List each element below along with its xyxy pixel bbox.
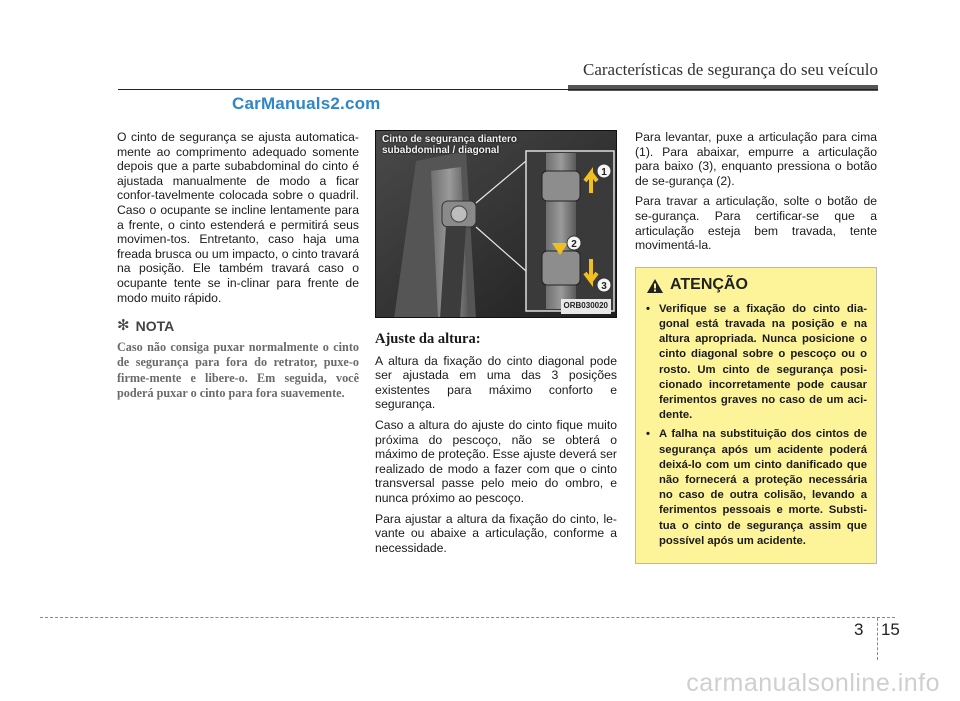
asterisk-icon: ✻ <box>117 317 130 335</box>
header-rule-thick <box>568 85 878 91</box>
figure-caption <box>382 134 517 156</box>
nota-heading-label: NOTA <box>135 318 175 335</box>
warning-item <box>646 302 867 424</box>
adjust-paragraph-1: Para levantar, puxe a articulação para cima (1). Para abaixar, empurre a articulação para baixo (3), enquanto pressiona o botão de se-gurança (2). <box>635 130 877 188</box>
bullet-icon: • <box>646 302 650 315</box>
nota-text: Caso não consiga puxar normalmente o cinto de segurança para fora do retrator, puxe-o firme-mente e libere-o. Em seguida, você poderá puxar o cinto para fora suavemente. <box>117 339 359 400</box>
header-section-title: Características de segurança do seu veículo <box>582 60 878 79</box>
page-number-divider <box>877 618 878 660</box>
height-paragraph-1: A altura da fixação do cinto diagonal pode ser ajustada em uma das 3 posições existentes para máximo conforto e segurança. <box>375 353 617 412</box>
warning-title: ATENÇÃO <box>670 276 748 294</box>
figure-caption-line-1: Cinto de segurança diantero <box>382 134 518 145</box>
adjust-paragraph-2: Para travar a articulação, solte o botão de se-gurança. Para certificar-se que a articulação esteja bem travada, tente movimentá-la. <box>635 194 877 253</box>
figure-caption-line-2: subabdominal / diagonal <box>382 145 500 156</box>
callout-1: 1 <box>601 167 607 178</box>
warning-triangle-icon <box>646 278 664 294</box>
column-1 <box>117 130 359 407</box>
bullet-icon: • <box>646 428 650 441</box>
warning-list <box>646 302 867 549</box>
column-2 <box>375 130 617 561</box>
warning-item <box>646 427 867 549</box>
retractor-paragraph: O cinto de segurança se ajusta automatica-mente ao comprimento adequado somente depois que a parte subabdominal do cinto é ajustada manualmente de modo a ficar confor-tavelmente colocada sobre o quadril. Caso o ocupante se incline lentamente para a frente, o cinto estenderá e permitirá seus movimen-tos. Entretanto, caso haja uma freada brusca ou um impacto, o cinto travará na posição. Ele também travará caso o ocupante tente se in-clinar para frente de modo muito rápido. <box>117 130 359 305</box>
warning-box <box>635 267 877 564</box>
column-3 <box>635 130 877 564</box>
chapter-number: 3 <box>854 620 864 639</box>
callout-3: 3 <box>601 281 607 292</box>
section-title-height-adjust: Ajuste da altura: <box>375 331 481 347</box>
height-paragraph-2: Caso a altura do ajuste do cinto fique muito próxima do pescoço, não se obterá o máximo de proteção. Esse ajuste deverá ser realizado de modo a fazer com que o cinto transversal passe pelo meio do ombro, e nunca próximo ao pescoço. <box>375 417 617 505</box>
footer-rule <box>40 617 895 618</box>
page-number-value: 15 <box>880 620 900 639</box>
watermark-bottom-link[interactable]: carmanualsonline.info <box>686 669 940 697</box>
warning-item-text: A falha na substituição dos cintos de segurança após um acidente poderá deixá-lo com um cinto danificado que não fornecerá a proteção necessária no caso de outra colisão, levando a ferimentos pessoais e morte. Substi-tua o cinto de segurança assim que possível após um acidente. <box>659 428 867 547</box>
seatbelt-illustration <box>376 131 617 318</box>
seatbelt-height-figure <box>375 130 617 318</box>
nota-heading <box>117 319 359 334</box>
height-paragraph-3: Para ajustar a altura da fixação do cinto, le-vante ou abaixe a articulação, conforme a necessidade. <box>375 511 617 555</box>
warning-header <box>646 278 867 294</box>
figure-code: ORB030020 <box>561 299 611 314</box>
header-rule-thin <box>118 89 878 90</box>
watermark-top-link[interactable]: CarManuals2.com <box>232 94 381 113</box>
callout-2: 2 <box>571 239 577 250</box>
warning-item-text: Verifique se a fixação do cinto dia-gonal está travada na posição e na altura apropriada. Nunca posicione o cinto diagonal sobre o pescoço ou o rosto. Um cinto de segurança posi-cionado incorretamente pode causar ferimentos graves no caso de um aci-dente. <box>659 302 867 422</box>
